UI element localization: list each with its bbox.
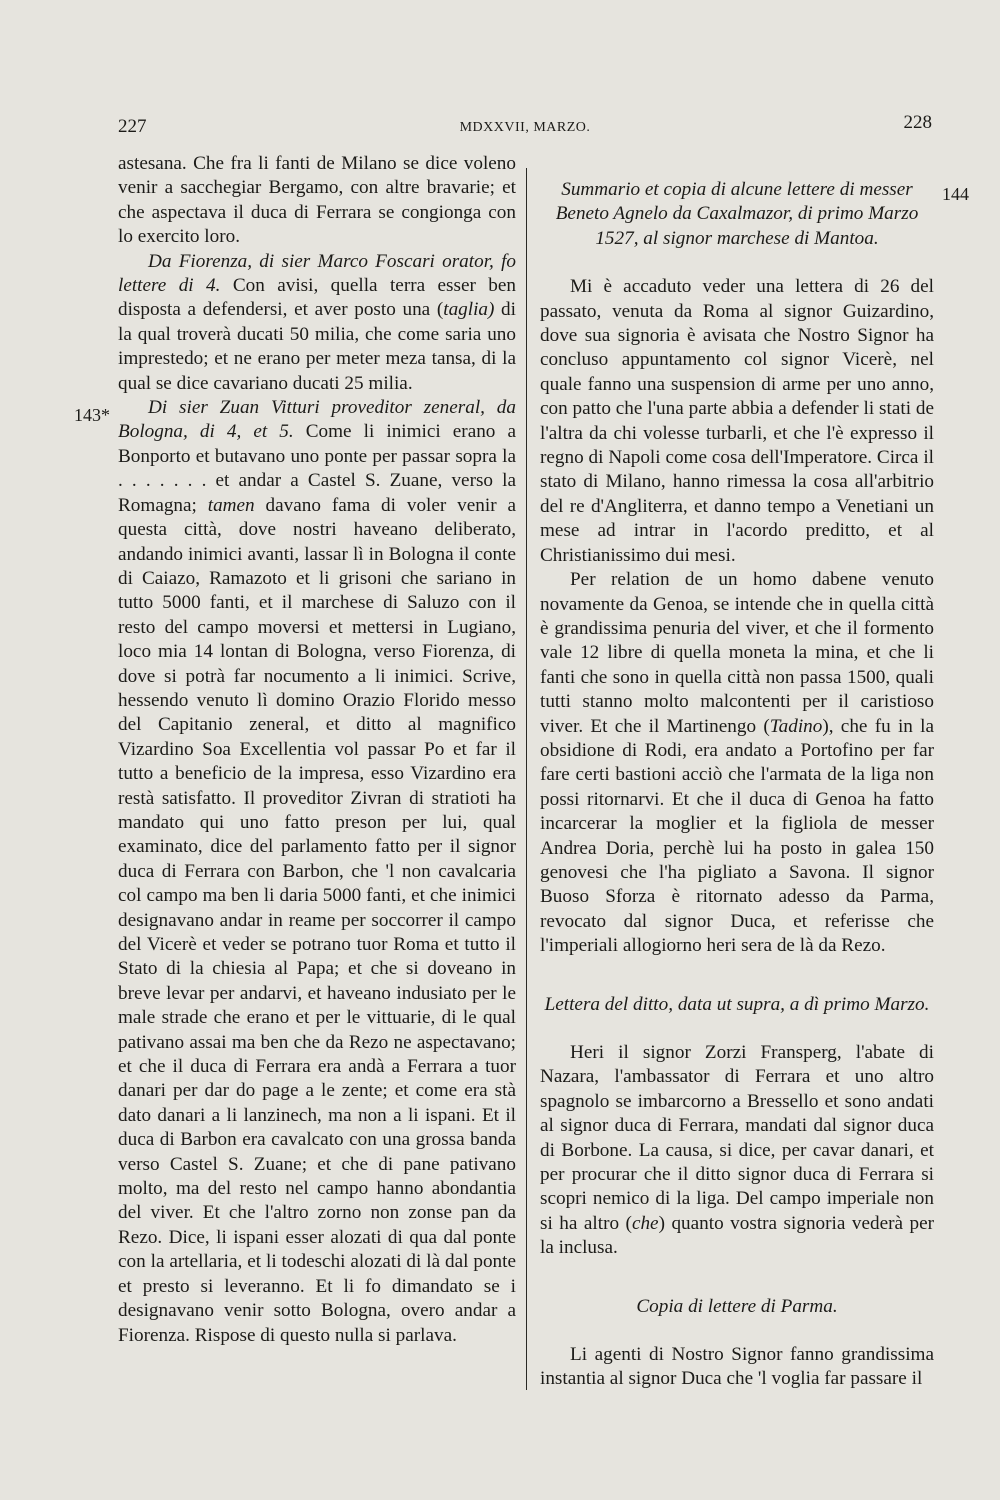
page-number-left: 227 xyxy=(118,116,147,137)
section-heading: Copia di lettere di Parma. xyxy=(636,1295,838,1317)
italic-text: Di sier Zuan Vitturi proveditor zeneral, da Bologna, di 4, et 5. xyxy=(118,397,516,443)
paragraph-text: davano fama di voler venir a questa città, dove nostri haveano deliberato, andando inimici avanti, lassar lì in Bologna il conte di Caiazo, Ramazoto et li grisoni che sariano in tutto 5000 fanti, et il marchese di Saluzo con il resto del campo moversi et mettersi in Lugiano, loco mia 14 lontan di Bologna, verso Fiorenza, di dove si potrà far nocumento a li inimici. Scrive, hessendo venuto lì domino Orazio Florido messo del Capitanio zeneral, et ditto al magnifico Vizardino Soa Excellentia vol passar Po et far il tutto a beneficio de la impresa, esso Vizardino era restà satisfatto. Il proveditor Zivran di stratioti ha mandato qui uno fatto preson per lui, qual examinato, dice del parlamento fatto per il signor duca di Ferrara con Barbon, che 'l non cavalcaria col campo ma ben li daria 5000 fanti, et che inimici designavano andar in reame per soccorrer il campo del Vicerè et veder se potrano tuor Roma et tutto il Stato di la chiesia al Papa; et che si doveano in breve levar per andarvi, et haveano indusiato per le male strade che erano et per le vittuarie, di le qual pativano assai ma ben che da Rezo ne aspectavano; et che il duca di Ferrara era andà a Ferrara a tuor danari per dar do page a le zente; et come era stà dato danari a li lanzinech, ma non a li ispani. Et il duca di Barbon era cavalcato con una grossa banda verso Castel S. Zuane; et che di pane pativano molto, ma del resto nel campo hanno abondantia del viver. Et che l'altro zorno non zonse pan da Rezo. Dice, li ispani esser alozati di qua dal ponte con la artellaria, et li todeschi alozati di là dal ponte et presto si leveranno. Et li fo dimandato se i designavano venir sotto Bologna, overo andar a Fiorenza. Rispose di questo nulla si parlava. xyxy=(118,494,516,1346)
right-column xyxy=(540,178,934,1392)
paragraph: Mi è accaduto veder una lettera di 26 del passato, venuta da Roma al signor Guizardino, dove sua signoria è avisata che Nostro Signor ha concluso appuntamento col signor Vicerè, nel quale fanno una suspension di arme per uno anno, con patto che l'una parte abbia a defender li stati de l'altra da chi volesse turbarli, et che l'è expresso il regno di Napoli come cosa dell'Imperatore. Circa il stato di Milano, hanno rimessa la cosa all'arbitrio del re d'Angliterra, et danno tempo a Venetiani un mese ad intrar in l'acordo preditto, et al Christianissimo dui mesi. xyxy=(540,276,934,566)
page-header xyxy=(118,112,932,142)
paragraph xyxy=(118,396,516,1348)
spacer xyxy=(540,1319,934,1343)
running-title: MDXXVII, MARZO. xyxy=(459,120,591,135)
paragraph-text: Heri il signor Zorzi Fransperg, l'abate di Nazara, l'ambassator di Ferrara et uno altro spagnolo se imbarcorno a Bressello et sono andati al signor duca di Ferrara, mandati dal signor duca di Borbone. La causa, si dice, per cavar danari, et per procurar che il ditto signor duca di Ferrara si scopri nemico di la liga. Del campo imperiale non si ha altro ( xyxy=(540,1042,934,1234)
paragraph xyxy=(118,250,516,396)
section-heading: Summario et copia di alcune lettere di messer Beneto Agnelo da Caxalmazor, di primo Marzo 1527, al signor marchese di Mantoa. xyxy=(555,179,919,249)
italic-text: Da Fiorenza, di sier Marco Foscari orator, fo lettere di 4. xyxy=(118,250,516,297)
section-heading: Lettera del ditto, data ut supra, a dì primo Marzo. xyxy=(544,993,930,1015)
paragraph xyxy=(540,1041,934,1261)
paragraph-text: ) quanto vostra signoria vederà per la inclusa. xyxy=(540,1212,934,1259)
left-column xyxy=(118,152,516,1348)
italic-text: che xyxy=(631,1212,659,1234)
paragraph: astesana. Che fra li fanti de Milano se dice voleno venir a sacchegiar Bergamo, con altre bravarie; et che aspectava il duca di Ferrara se congionga con lo exercito loro. xyxy=(118,153,516,248)
spacer xyxy=(540,251,934,275)
paragraph: Li agenti di Nostro Signor fanno grandissima instantia al signor Duca che 'l voglia far passare il xyxy=(540,1344,934,1390)
margin-note-right: 144 xyxy=(942,184,969,204)
paragraph-text: Con avisi, quella terra esser ben disposta a defendersi, et aver posto una ( xyxy=(118,275,516,321)
italic-text: taglia) xyxy=(443,299,495,321)
spacer xyxy=(540,1017,934,1041)
spacer xyxy=(540,1261,934,1295)
paragraph-text: Come li inimici erano a Bonporto et butavano uno ponte per passar sopra la . . . . . . . et andar a Castel S. Zuane, verso la Romagna; xyxy=(118,421,516,516)
paragraph xyxy=(540,568,934,959)
paragraph-text: di la qual troverà ducati 50 milia, che come saria uno imprestedo; et ne erano per meter meza tansa, di la qual se dice cavariano ducati 25 milia. xyxy=(118,299,516,394)
spacer xyxy=(540,959,934,993)
page-number-right: 228 xyxy=(903,112,932,133)
margin-note-left: 143* xyxy=(74,405,110,425)
paragraph-text: Per relation de un homo dabene venuto novamente da Genoa, se intende che in quella città è grandissima penuria del viver, et che il formento vale 12 libre di quella moneta la mina, et che li fanti che sono in quella città non passa 1500, quali tutti stanno molto malcontenti per il caristioso viver. Et che il Martinengo ( xyxy=(540,569,934,737)
paragraph-text: ), che fu in la obsidione di Rodi, era andato a Portofino per far fare certi bastioni acciò che l'armata de la liga non possi ritornarvi. Et che il duca di Genoa ha fatto incarcerar la moglier et la figliola de messer Andrea Doria, perchè lui ha posto in galea 150 genovesi che l'ha pigliato a Savona. Il signor Buoso Sforza è ritornato adesso da Parma, revocato dal signor Duca, et referisse che l'imperiali allogiorno heri sera de là da Rezo. xyxy=(540,715,934,957)
column-divider xyxy=(526,168,527,1390)
italic-text: tamen xyxy=(207,494,255,516)
italic-text: Tadino xyxy=(769,715,823,737)
